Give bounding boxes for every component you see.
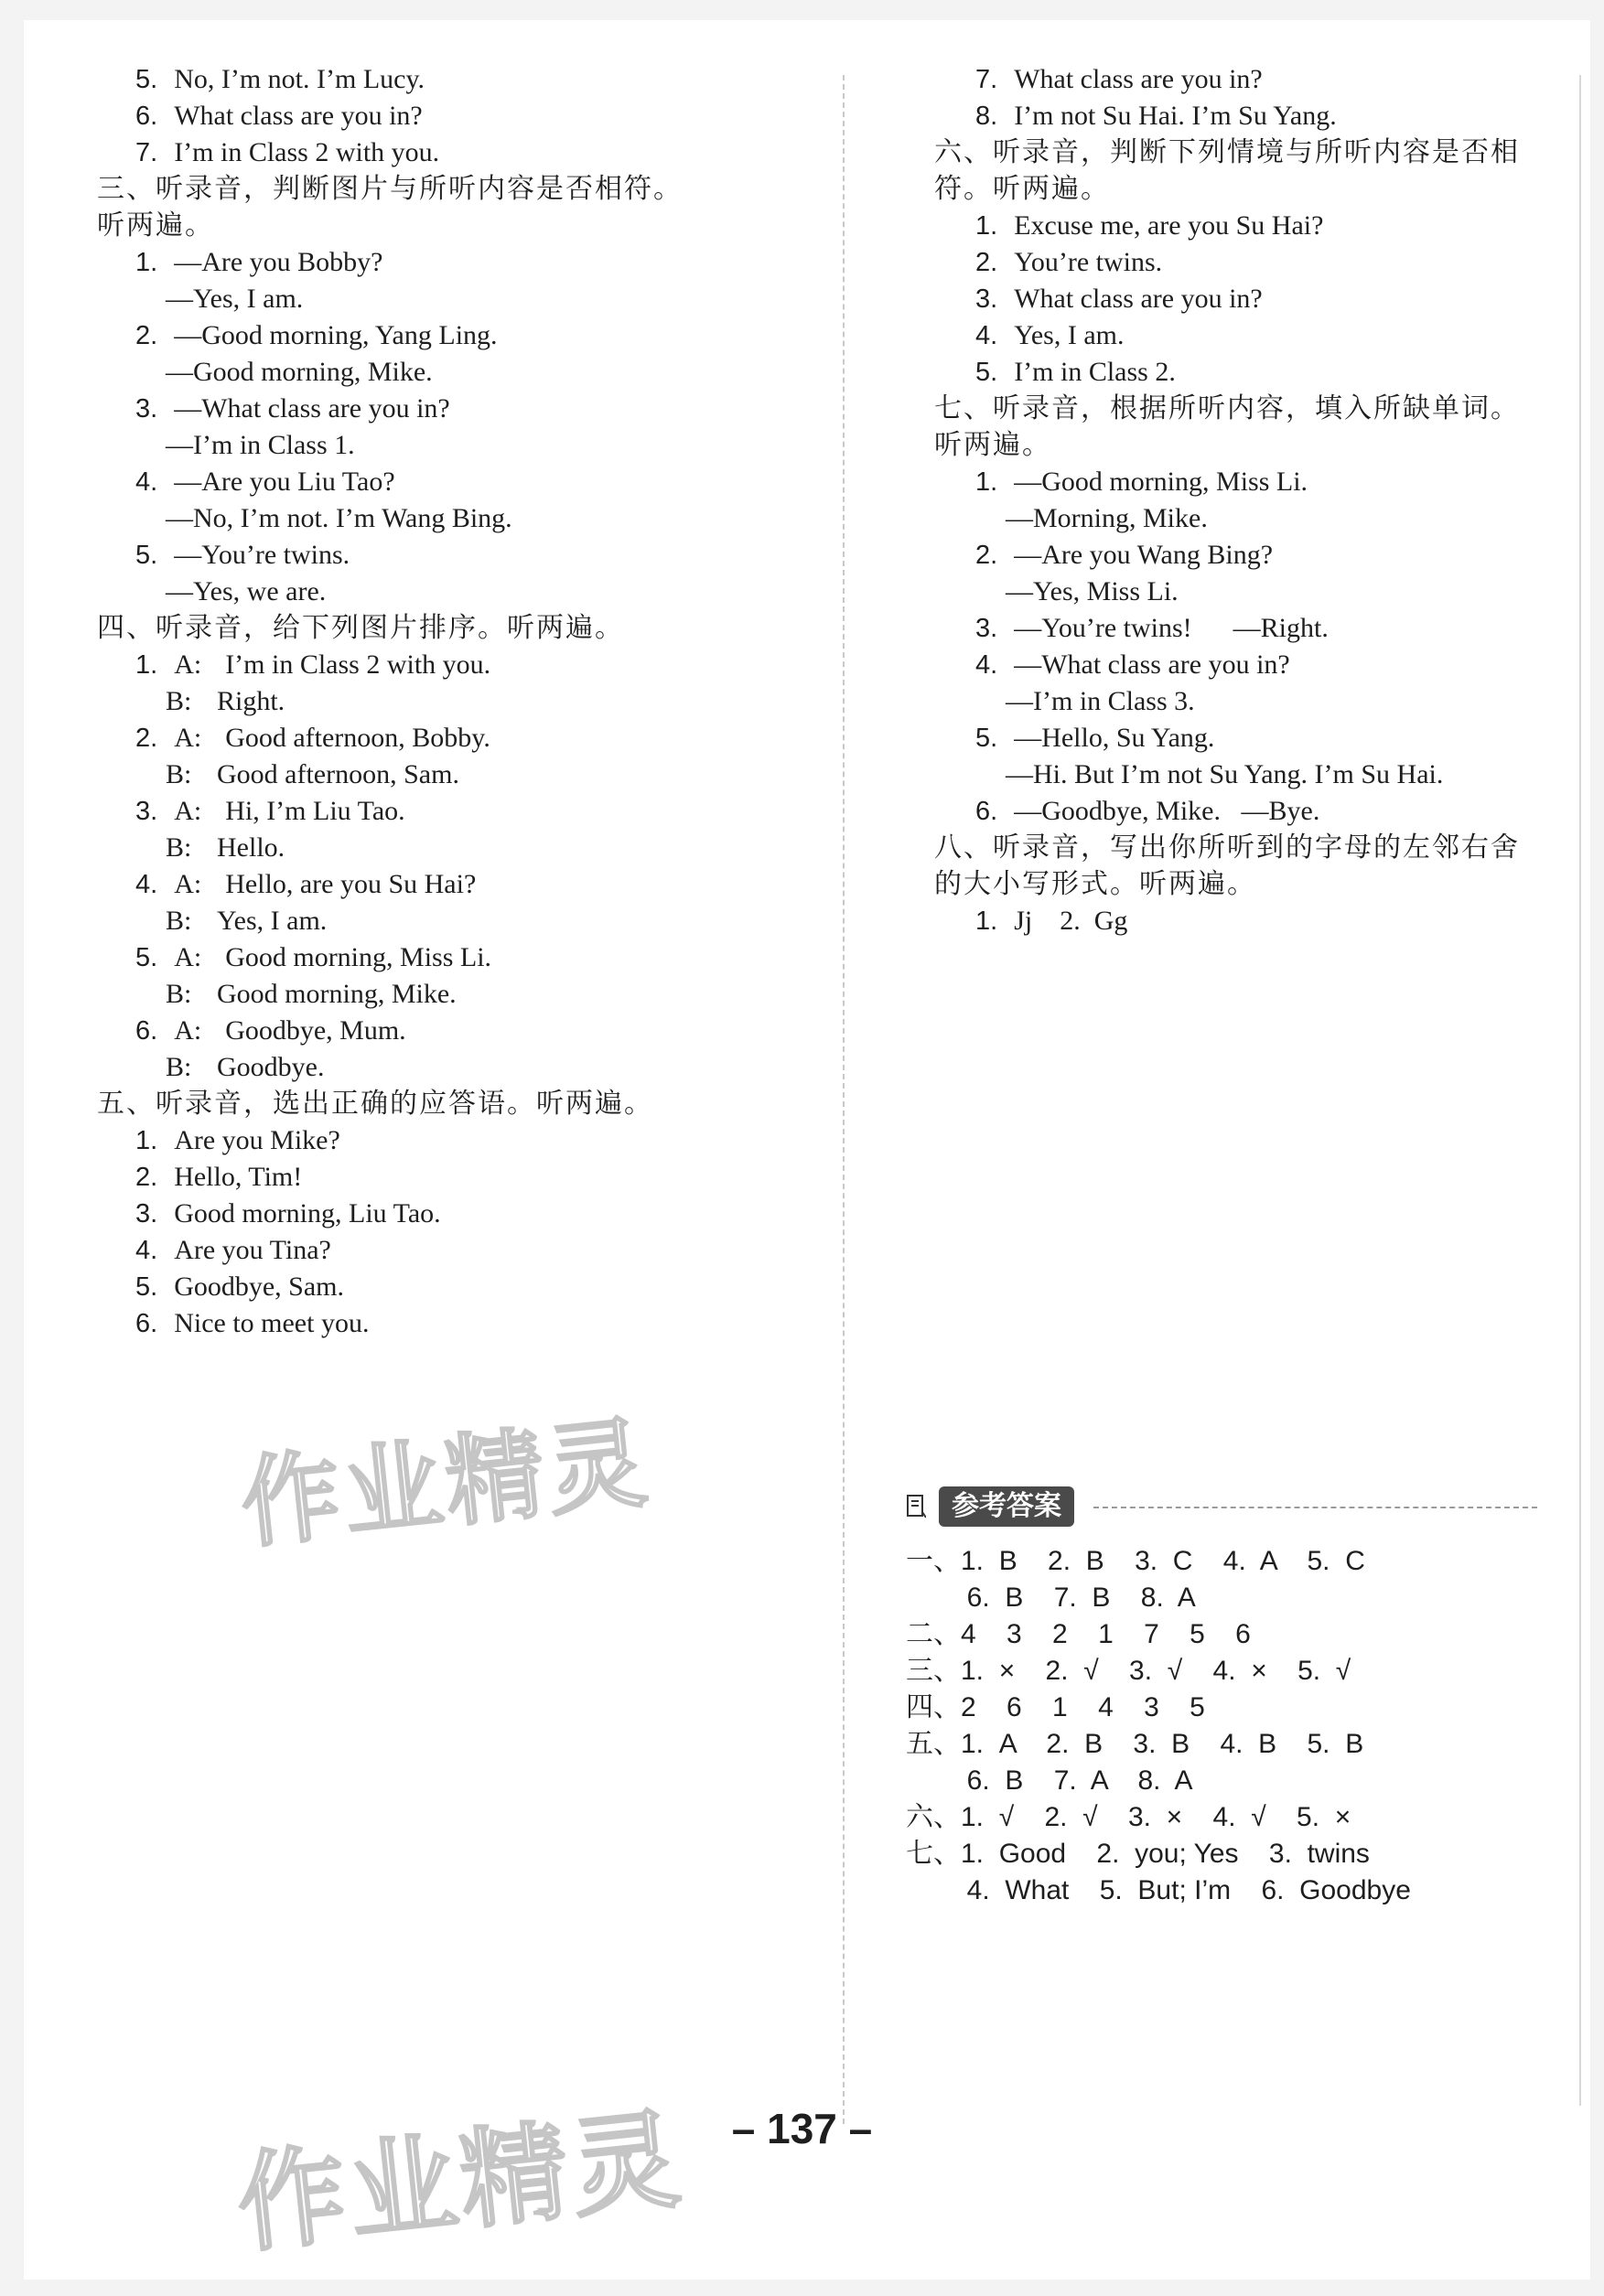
item-line — [135, 1305, 369, 1342]
item-line — [166, 756, 459, 793]
item-line — [975, 61, 1263, 98]
speaker-label: A: — [174, 649, 202, 680]
item-number: 7. — [975, 65, 998, 94]
item-number: 2. — [135, 1163, 158, 1192]
item-number: 5. — [975, 724, 998, 753]
item-number: 3. — [975, 614, 998, 643]
section-heading: 符。听两遍。 — [934, 173, 1110, 205]
item-text: What class are you in? — [1014, 64, 1263, 94]
item-line — [975, 610, 1329, 647]
item-text: Hello, are you Su Hai? — [225, 869, 477, 899]
item-text: I’m in Class 2 with you. — [225, 649, 491, 680]
item-text: —Goodbye, Mike. —Bye. — [1014, 796, 1320, 826]
speaker-label: A: — [174, 1015, 202, 1046]
page-sheet — [24, 20, 1590, 2280]
item-text: What class are you in? — [174, 101, 423, 131]
item-text: —Morning, Mike. — [1006, 503, 1208, 533]
item-line — [975, 464, 1308, 500]
item-text: —Good morning, Mike. — [166, 357, 433, 387]
item-line — [135, 1196, 441, 1232]
item-number: 2. — [135, 724, 158, 753]
item-text: —You’re twins! —Right. — [1014, 613, 1329, 643]
section-heading: 四、听录音，给下列图片排序。听两遍。 — [97, 612, 624, 644]
item-text: I’m not Su Hai. I’m Su Yang. — [1014, 101, 1337, 131]
item-line — [135, 866, 476, 903]
item-number: 3. — [135, 1199, 158, 1228]
item-line — [1006, 683, 1195, 720]
item-line — [1006, 574, 1179, 610]
item-line — [135, 317, 498, 354]
item-line — [166, 281, 303, 317]
item-number: 1. — [135, 1126, 158, 1155]
item-number: 7. — [135, 138, 158, 167]
item-number: 5. — [135, 1272, 158, 1302]
item-number: 1. — [975, 907, 998, 936]
item-line — [166, 500, 512, 537]
item-text: I’m in Class 2 with you. — [174, 137, 440, 167]
item-line — [135, 793, 405, 830]
item-text: Good afternoon, Bobby. — [225, 723, 490, 753]
watermark-middle: 作业精灵 — [235, 1405, 656, 1563]
item-text: —Hi. But I’m not Su Yang. I’m Su Hai. — [1006, 759, 1444, 789]
item-line — [135, 537, 350, 574]
item-number: 3. — [135, 797, 158, 826]
item-line — [166, 574, 326, 610]
answer-line: 6. B 7. B 8. A — [906, 1583, 1196, 1613]
item-text: —Yes, Miss Li. — [1006, 576, 1179, 606]
item-line — [135, 244, 382, 281]
answer-key-rule — [1093, 1507, 1537, 1508]
item-text: —Good morning, Miss Li. — [1014, 467, 1308, 497]
item-text: I’m in Class 2. — [1014, 357, 1176, 387]
item-line — [135, 1122, 340, 1159]
item-line — [975, 317, 1124, 354]
answer-line: 6. B 7. A 8. A — [906, 1765, 1193, 1796]
item-text: Goodbye, Mum. — [225, 1015, 406, 1046]
item-line — [166, 1049, 324, 1086]
item-number: 4. — [135, 467, 158, 497]
item-text: Good morning, Liu Tao. — [174, 1198, 441, 1228]
item-text: —What class are you in? — [1014, 649, 1290, 680]
item-text: —Yes, I am. — [166, 284, 304, 314]
column-divider — [843, 75, 845, 2124]
answer-line: 六、1. √ 2. √ 3. × 4. √ 5. × — [906, 1802, 1351, 1832]
speaker-label: A: — [174, 869, 202, 899]
answer-line: 三、1. × 2. √ 3. √ 4. × 5. √ — [906, 1656, 1351, 1686]
item-line — [135, 1269, 344, 1305]
section-heading: 听两遍。 — [934, 429, 1051, 461]
page-number: – 137 – — [731, 2105, 873, 2152]
speaker-label: A: — [174, 942, 202, 972]
item-text: You’re twins. — [1014, 247, 1163, 277]
item-line — [975, 793, 1319, 830]
item-text: —You’re twins. — [174, 540, 350, 570]
section-heading: 七、听录音，根据所听内容，填入所缺单词。 — [934, 392, 1520, 424]
item-text: Are you Tina? — [174, 1235, 331, 1265]
item-line — [135, 391, 450, 427]
answer-line: 二、4 3 2 1 7 5 6 — [906, 1619, 1251, 1649]
section-heading: 六、听录音，判断下列情境与所听内容是否相 — [934, 136, 1520, 168]
watermark-bottom: 作业精灵 — [231, 2095, 689, 2269]
item-text: —I’m in Class 1. — [166, 430, 355, 460]
item-line — [166, 976, 457, 1013]
item-line — [975, 244, 1162, 281]
item-text: What class are you in? — [1014, 284, 1263, 314]
item-line — [135, 61, 425, 98]
item-number: 2. — [975, 248, 998, 277]
item-line — [1006, 756, 1443, 793]
item-text: Hello, Tim! — [174, 1162, 303, 1192]
item-number: 2. — [975, 541, 998, 570]
speaker-label: B: — [166, 1052, 192, 1082]
answer-key-title: 参考答案 — [939, 1486, 1074, 1527]
item-number: 1. — [135, 248, 158, 277]
item-number: 4. — [135, 1236, 158, 1265]
item-text: Hi, I’m Liu Tao. — [225, 796, 405, 826]
item-line — [135, 1013, 406, 1049]
item-line — [975, 647, 1290, 683]
item-text: —No, I’m not. I’m Wang Bing. — [166, 503, 512, 533]
item-number: 8. — [975, 102, 998, 131]
item-text: —Good morning, Yang Ling. — [174, 320, 498, 350]
answer-line: 一、1. B 2. B 3. C 4. A 5. C — [906, 1546, 1365, 1576]
item-number: 3. — [975, 284, 998, 314]
answer-line: 五、1. A 2. B 3. B 4. B 5. B — [906, 1729, 1364, 1759]
item-text: Goodbye. — [217, 1052, 325, 1082]
speaker-label: B: — [166, 759, 192, 789]
answer-key-header — [906, 1486, 1537, 1527]
speaker-label: B: — [166, 979, 192, 1009]
item-line — [135, 647, 490, 683]
item-line — [975, 354, 1176, 391]
speaker-label: A: — [174, 796, 202, 826]
speaker-label: B: — [166, 832, 192, 863]
section-heading: 听两遍。 — [97, 209, 214, 241]
item-text: Yes, I am. — [1014, 320, 1125, 350]
item-text: —I’m in Class 3. — [1006, 686, 1195, 716]
item-text: Right. — [217, 686, 285, 716]
speaker-label: B: — [166, 686, 192, 716]
answer-line: 七、1. Good 2. you; Yes 3. twins — [906, 1839, 1370, 1869]
speaker-label: A: — [174, 723, 202, 753]
book-icon — [906, 1494, 926, 1519]
item-text: Excuse me, are you Su Hai? — [1014, 210, 1324, 241]
item-number: 4. — [135, 870, 158, 899]
item-line — [975, 281, 1263, 317]
item-line — [135, 939, 491, 976]
answer-line: 4. What 5. But; I’m 6. Goodbye — [906, 1875, 1411, 1905]
item-text: —Are you Bobby? — [174, 247, 383, 277]
item-number: 6. — [135, 1016, 158, 1046]
item-line — [166, 903, 327, 939]
item-line — [1006, 500, 1208, 537]
item-text: Good afternoon, Sam. — [217, 759, 459, 789]
item-line — [166, 427, 355, 464]
item-number: 1. — [975, 467, 998, 497]
item-line — [975, 720, 1214, 756]
item-text: Nice to meet you. — [174, 1308, 370, 1338]
item-text: Hello. — [217, 832, 285, 863]
item-line — [166, 683, 285, 720]
item-text: —What class are you in? — [174, 393, 450, 424]
item-line — [135, 134, 439, 171]
item-line — [975, 208, 1323, 244]
item-text: —Hello, Su Yang. — [1014, 723, 1215, 753]
item-number: 1. — [135, 650, 158, 680]
item-number: 5. — [135, 943, 158, 972]
section-heading: 八、听录音，写出你所听到的字母的左邻右舍 — [934, 831, 1520, 864]
answer-line: 四、2 6 1 4 3 5 — [906, 1692, 1205, 1722]
item-number: 5. — [975, 358, 998, 387]
section-heading: 的大小写形式。听两遍。 — [934, 868, 1256, 900]
item-line — [135, 1232, 331, 1269]
section-heading: 五、听录音，选出正确的应答语。听两遍。 — [97, 1088, 653, 1120]
item-line — [166, 830, 285, 866]
item-text: Goodbye, Sam. — [174, 1271, 345, 1302]
page-edge-line — [1579, 75, 1581, 2106]
item-line — [135, 1159, 302, 1196]
item-line — [135, 464, 395, 500]
speaker-label: B: — [166, 906, 192, 936]
item-number: 4. — [975, 650, 998, 680]
item-line — [975, 537, 1273, 574]
item-line — [166, 354, 433, 391]
item-text: —Are you Liu Tao? — [174, 467, 395, 497]
item-text: Are you Mike? — [174, 1125, 340, 1155]
item-line — [135, 98, 423, 134]
item-text: Good morning, Miss Li. — [225, 942, 492, 972]
item-number: 6. — [135, 102, 158, 131]
section-heading: 三、听录音，判断图片与所听内容是否相符。 — [97, 173, 683, 205]
item-number: 5. — [135, 65, 158, 94]
item-text: —Yes, we are. — [166, 576, 327, 606]
item-text: —Are you Wang Bing? — [1014, 540, 1274, 570]
item-number: 4. — [975, 321, 998, 350]
item-number: 1. — [975, 211, 998, 241]
item-number: 6. — [135, 1309, 158, 1338]
item-line — [135, 720, 490, 756]
item-number: 2. — [135, 321, 158, 350]
item-text: Yes, I am. — [217, 906, 328, 936]
item-text: Jj 2. Gg — [1014, 906, 1128, 936]
item-number: 5. — [135, 541, 158, 570]
item-line — [975, 98, 1337, 134]
item-text: No, I’m not. I’m Lucy. — [174, 64, 425, 94]
item-text: Good morning, Mike. — [217, 979, 457, 1009]
item-line — [975, 903, 1127, 939]
item-number: 6. — [975, 797, 998, 826]
item-number: 3. — [135, 394, 158, 424]
